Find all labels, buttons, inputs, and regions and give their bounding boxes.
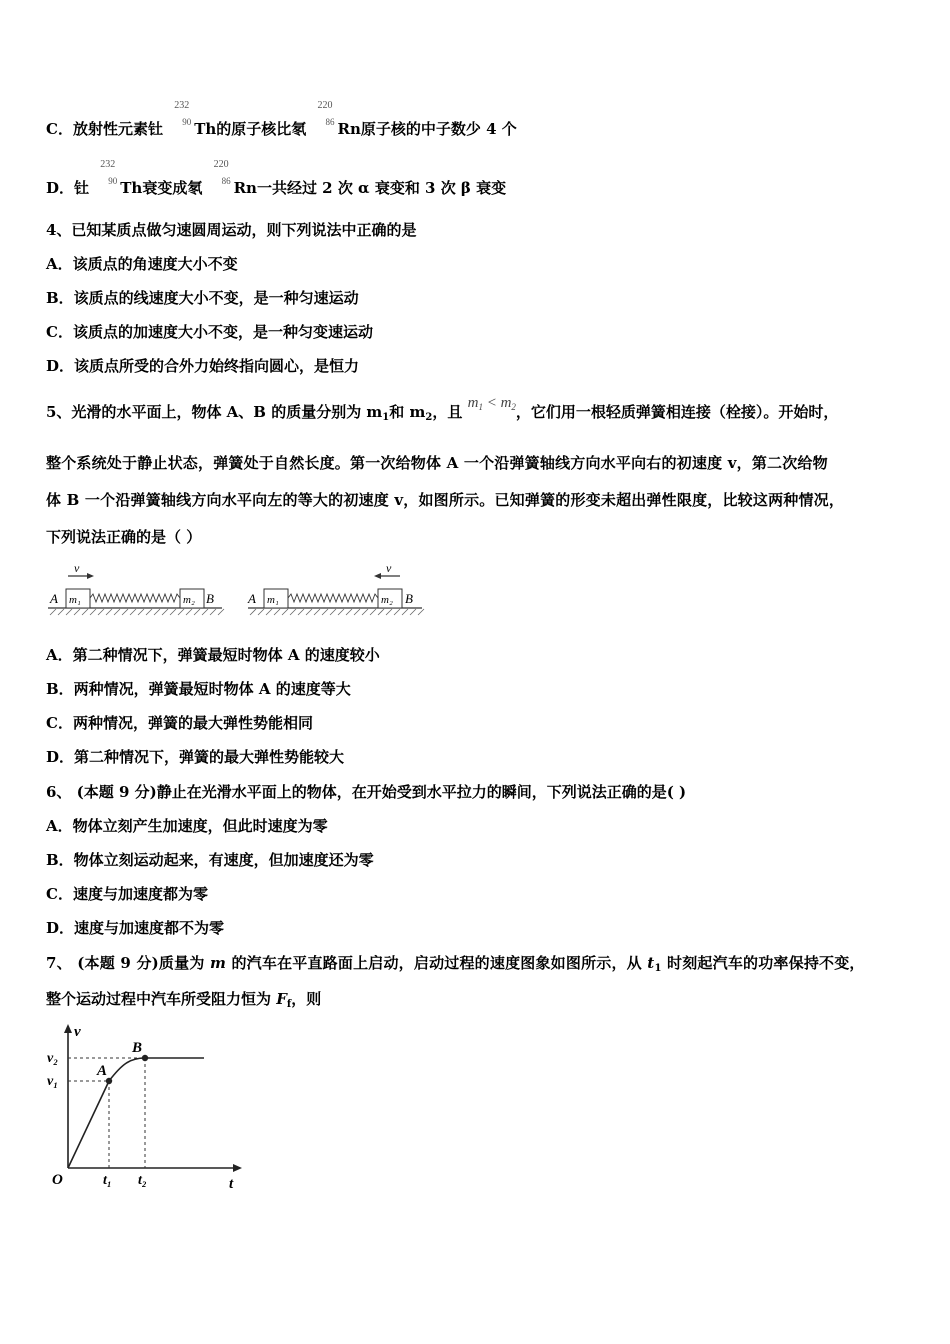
t1-label: t₁ [103, 1173, 112, 1188]
q3-option-d: D．钍 232 90 Th衰变成氡 220 86 Rn一共经过 2 次 α 衰变和 3 次 β 衰变 [46, 159, 507, 197]
point-a-label: A [97, 1063, 108, 1079]
v1-label: v₁ [47, 1074, 59, 1089]
q4-option-c: C．该质点的加速度大小不变，是一种匀变速运动 [46, 323, 373, 341]
velocity-label: v [386, 561, 392, 575]
radon-isotope: 220 86 [317, 100, 335, 127]
q6-option-d: D．速度与加速度都不为零 [46, 919, 225, 937]
q5-option-a: A．第二种情况下，弹簧最短时物体 A 的速度较小 [46, 646, 380, 664]
q3-c-pre: C．放射性元素钍 [46, 120, 163, 138]
q5-stem-line4: 下列说法正确的是（ ） [46, 528, 202, 546]
q4-option-a: A．该质点的角速度大小不变 [46, 255, 238, 273]
q5-option-c: C．两种情况，弹簧的最大弹性势能相同 [46, 714, 313, 732]
label-a: A [248, 591, 256, 606]
spring-figure-case1 [44, 560, 226, 620]
q6-stem: 6、 (本题 9 分)静止在光滑水平面上的物体，在开始受到水平拉力的瞬间，下列说法正确的是( ) [46, 783, 687, 801]
radon-isotope: 220 86 [213, 159, 231, 186]
x-axis-label: t [229, 1176, 234, 1192]
block-m2: m₂ [183, 594, 195, 606]
point-b-label: B [132, 1040, 143, 1056]
q6-option-b: B．物体立刻运动起来，有速度，但加速度还为零 [46, 851, 374, 869]
q5-option-d: D．第二种情况下，弹簧的最大弹性势能较大 [46, 748, 345, 766]
block-m2: m₂ [381, 594, 393, 606]
q3-d-pre: D．钍 [46, 179, 90, 197]
thorium-isotope: 232 90 [100, 159, 118, 186]
velocity-label: v [74, 561, 80, 575]
q5-stem-line2: 整个系统处于静止状态，弹簧处于自然长度。第一次给物体 A 一个沿弹簧轴线方向水平向右的初速度 v，第二次给物 [46, 454, 828, 472]
point-b-marker [142, 1055, 148, 1061]
q7-stem-line2: 整个运动过程中汽车所受阻力恒为 $F_f$，则 [46, 990, 322, 1010]
q5-stem-line3: 体 B 一个沿弹簧轴线方向水平向左的等大的初速度 v，如图所示。已知弹簧的形变未超出弹性限度，比较这两种情况， [46, 491, 845, 509]
t2-label: t₂ [138, 1173, 147, 1188]
y-axis-label: v [74, 1024, 81, 1040]
origin-label: O [52, 1172, 63, 1188]
q3-option-c: C．放射性元素钍 232 90 Th的原子核比氡 220 86 Rn原子核的中子数少 4 个 [46, 100, 517, 138]
v2-label: v₂ [47, 1051, 59, 1066]
velocity-time-graph [44, 1022, 248, 1192]
q5-stem-line1: 5、光滑的水平面上，物体 A、B 的质量分别为 $m_1$和 $m_2$，且 $m_1 < m_2$，它们用一根轻质弹簧相连接（栓接）。开始时， [46, 395, 839, 423]
spring-figure-case2 [244, 560, 426, 620]
q4-option-b: B．该质点的线速度大小不变，是一种匀速运动 [46, 289, 359, 307]
block-m1: m₁ [267, 594, 279, 606]
label-b: B [206, 591, 214, 606]
q6-option-c: C．速度与加速度都为零 [46, 885, 208, 903]
q4-option-d: D．该质点所受的合外力始终指向圆心，是恒力 [46, 357, 360, 375]
mass-inequality: $m_1 < m_2$ [467, 395, 516, 412]
thorium-isotope: 232 90 [174, 100, 192, 127]
q4-stem: 4、已知某质点做匀速圆周运动，则下列说法中正确的是 [46, 221, 417, 239]
block-m1: m₁ [69, 594, 81, 606]
q6-option-a: A．物体立刻产生加速度，但此时速度为零 [46, 817, 328, 835]
q5-option-b: B．两种情况，弹簧最短时物体 A 的速度等大 [46, 680, 351, 698]
label-b: B [405, 591, 413, 606]
q7-stem-line1: 7、 (本题 9 分)质量为 m 的汽车在平直路面上启动，启动过程的速度图象如图所示，从 $t_1$ 时刻起汽车的功率保持不变， [46, 954, 865, 974]
label-a: A [50, 591, 58, 606]
